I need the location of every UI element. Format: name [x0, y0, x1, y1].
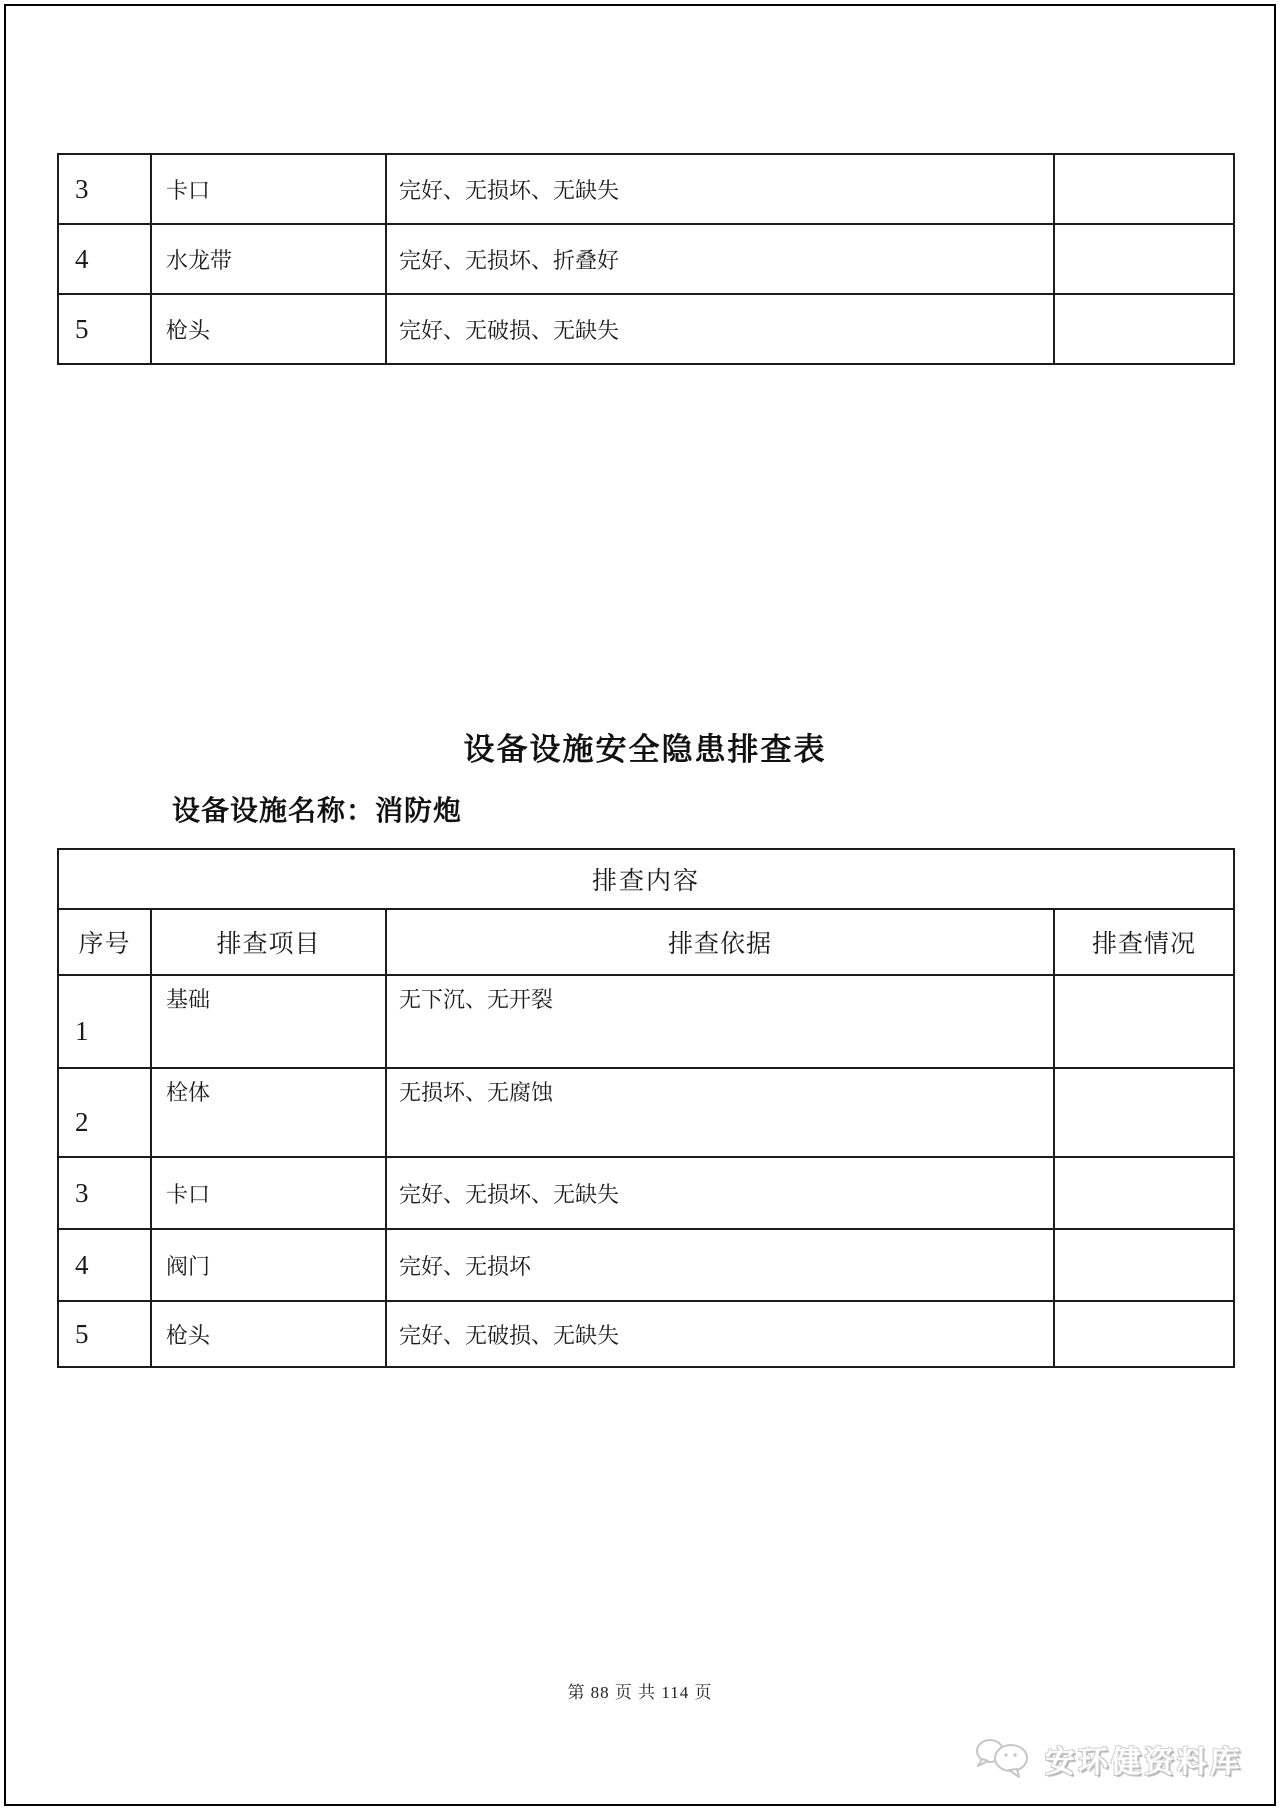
row-number: 1 [58, 975, 151, 1068]
inspection-table [57, 848, 1235, 1368]
table-row [58, 1068, 1234, 1157]
basis-cell: 完好、无损坏 [386, 1229, 1054, 1301]
status-cell [1054, 154, 1234, 224]
item-cell: 枪头 [151, 1301, 386, 1367]
device-name-label: 设备设施名称：消防炮 [172, 795, 463, 826]
row-number: 4 [58, 224, 151, 294]
status-cell [1054, 1068, 1234, 1157]
table-row [58, 1301, 1234, 1367]
basis-cell: 完好、无损坏、无缺失 [386, 1157, 1054, 1229]
status-cell [1054, 224, 1234, 294]
status-cell [1054, 1301, 1234, 1367]
table-row [58, 1157, 1234, 1229]
row-number: 3 [58, 1157, 151, 1229]
table-row [58, 975, 1234, 1068]
table-row [58, 154, 1234, 224]
page-title: 设备设施安全隐患排查表 [463, 732, 827, 767]
top-table-fragment [57, 153, 1235, 365]
basis-cell: 完好、无破损、无缺失 [386, 1301, 1054, 1367]
row-number: 5 [58, 1301, 151, 1367]
table-column-headers [58, 909, 1234, 975]
basis-cell: 无损坏、无腐蚀 [386, 1068, 1054, 1157]
basis-cell: 完好、无损坏、无缺失 [386, 154, 1054, 224]
table-span-header [58, 849, 1234, 909]
status-cell [1054, 975, 1234, 1068]
basis-cell: 完好、无损坏、折叠好 [386, 224, 1054, 294]
column-header-item: 排查项目 [151, 909, 386, 975]
table-row [58, 1229, 1234, 1301]
watermark-label: 安环健资料库 [1045, 1746, 1243, 1779]
item-cell: 基础 [151, 975, 386, 1068]
table-row [58, 224, 1234, 294]
page-number: 第 88 页 共 114 页 [567, 1683, 713, 1702]
item-cell: 阀门 [151, 1229, 386, 1301]
status-cell [1054, 294, 1234, 364]
column-header-basis: 排查依据 [386, 909, 1054, 975]
column-header-status: 排查情况 [1054, 909, 1234, 975]
basis-cell: 完好、无破损、无缺失 [386, 294, 1054, 364]
row-number: 4 [58, 1229, 151, 1301]
item-cell: 栓体 [151, 1068, 386, 1157]
row-number: 3 [58, 154, 151, 224]
item-cell: 卡口 [151, 1157, 386, 1229]
span-header-cell: 排查内容 [58, 849, 1234, 909]
table-row [58, 294, 1234, 364]
basis-cell: 无下沉、无开裂 [386, 975, 1054, 1068]
chat-bubbles-icon [973, 1736, 1035, 1782]
row-number: 5 [58, 294, 151, 364]
row-number: 2 [58, 1068, 151, 1157]
status-cell [1054, 1157, 1234, 1229]
column-header-num: 序号 [58, 909, 151, 975]
item-cell: 卡口 [151, 154, 386, 224]
watermark [973, 1736, 1243, 1782]
item-cell: 枪头 [151, 294, 386, 364]
item-cell: 水龙带 [151, 224, 386, 294]
status-cell [1054, 1229, 1234, 1301]
